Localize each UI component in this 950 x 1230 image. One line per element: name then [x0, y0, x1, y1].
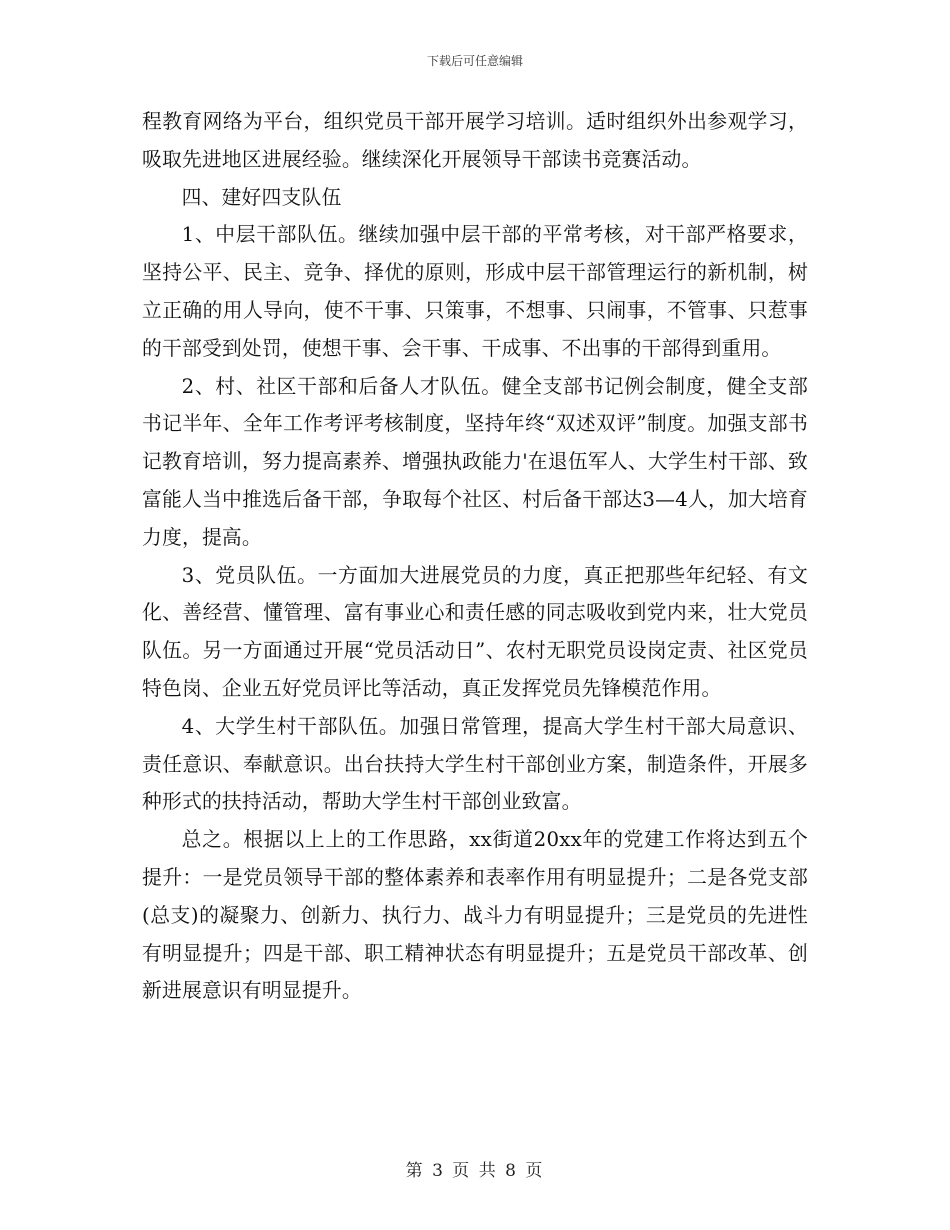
paragraph-party-members: 3、党员队伍。一方面加大进展党员的力度，真正把那些年纪轻、有文化、善经营、懂管理、富有事业心和责任感的同志吸收到党内来，壮大党员队伍。另一方面通过开展“党员活动日”、农村无职党员设岗定责、社区党员特色岗、企业五好党员评比等活动，真正发挥党员先锋模范作用。 [142, 563, 808, 700]
paragraph-summary: 总之。根据以上上的工作思路，xx街道20xx年的党建工作将达到五个提升：一是党员领导干部的整体素养和表率作用有明显提升；二是各党支部(总支)的凝聚力、创新力、执行力、战斗力有明显提升；三是党员的先进性有明显提升；四是干部、职工精神状态有明显提升；五是党员干部改革、创新进展意识有明显提升。 [142, 828, 808, 1003]
page-number: 第 3 页 共 8 页 [405, 1161, 545, 1181]
paragraph-middle-cadres: 1、中层干部队伍。继续加强中层干部的平常考核，对干部严格要求，坚持公平、民主、竞争、择优的原则，形成中层干部管理运行的新机制，树立正确的用人导向，使不干事、只策事，不想事、只闹事，不管事、只惹事的干部受到处罚，使想干事、会干事、干成事、不出事的干部得到重用。 [142, 223, 808, 360]
paragraph-village-cadres: 2、村、社区干部和后备人才队伍。健全支部书记例会制度，健全支部书记半年、全年工作考评考核制度，坚持年终“双述双评”制度。加强支部书记教育培训，努力提高素养、增强执政能力'在退伍军人、大学生村干部、致富能人当中推选后备干部，争取每个社区、村后备干部达3—4人，加大培育力度，提高。 [142, 374, 808, 549]
paragraph-continuation: 程教育网络为平台，组织党员干部开展学习培训。适时组织外出参观学习，吸取先进地区进展经验。继续深化开展领导干部读书竞赛活动。 [142, 110, 808, 171]
document-body [142, 103, 808, 1010]
paragraph-college-graduate-cadres: 4、大学生村干部队伍。加强日常管理，提高大学生村干部大局意识、责任意识、奉献意识。出台扶持大学生村干部创业方案，制造条件，开展多种形式的扶持活动，帮助大学生村干部创业致富。 [142, 714, 808, 814]
page-header: 下载后可任意编辑 [426, 54, 523, 68]
section-heading: 四、建好四支队伍 [181, 185, 342, 209]
